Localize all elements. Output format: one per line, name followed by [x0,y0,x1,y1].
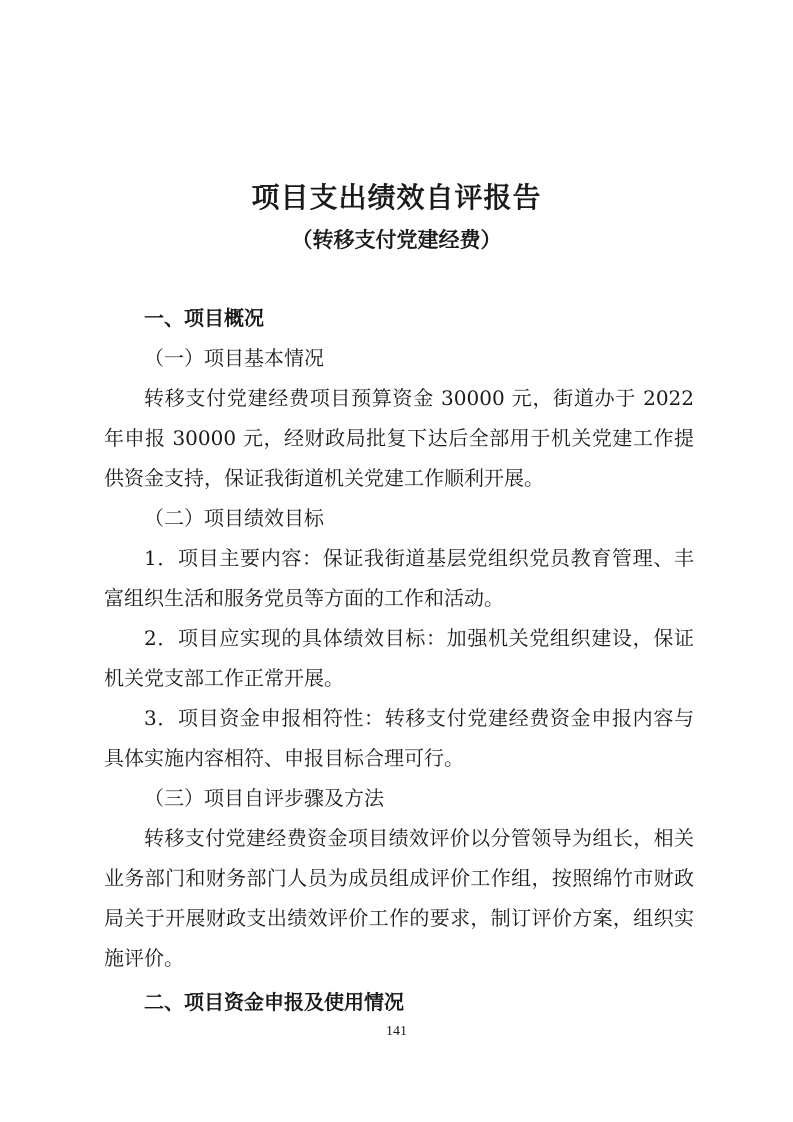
section-heading-overview: 一、项目概况 [144,306,264,330]
page-number: 141 [386,1024,407,1039]
list-item-specific-goals: 2．项目应实现的具体绩效目标：加强机关党组织建设，保证机关党支部工作正常开展。 [104,626,694,690]
subsection-heading-basic-info: （一）项目基本情况 [144,346,324,370]
list-item-funding-consistency: 3．项目资金申报相符性：转移支付党建经费资金申报内容与具体实施内容相符、申报目标合理可行。 [104,706,694,770]
subsection-heading-performance-goals: （二）项目绩效目标 [144,506,324,530]
document-body [104,298,694,1022]
document-title: 项目支出绩效自评报告 [251,181,542,214]
paragraph-evaluation-method: 转移支付党建经费资金项目绩效评价以分管领导为组长，相关业务部门和财务部门人员为成员组成评价工作组，按照绵竹市财政局关于开展财政支出绩效评价工作的要求，制订评价方案，组织实施评价。 [104,826,694,970]
paragraph-basic-info: 转移支付党建经费项目预算资金 30000 元，街道办于 2022 年申报 30000 元，经财政局批复下达后全部用于机关党建工作提供资金支持，保证我街道机关党建工作顺利开展。 [104,386,694,490]
subsection-heading-evaluation-method: （三）项目自评步骤及方法 [144,786,384,810]
section-heading-funding-usage: 二、项目资金申报及使用情况 [144,990,404,1014]
document-subtitle: （转移支付党建经费） [291,228,502,252]
list-item-main-content: 1．项目主要内容：保证我街道基层党组织党员教育管理、丰富组织生活和服务党员等方面的工作和活动。 [104,546,694,610]
